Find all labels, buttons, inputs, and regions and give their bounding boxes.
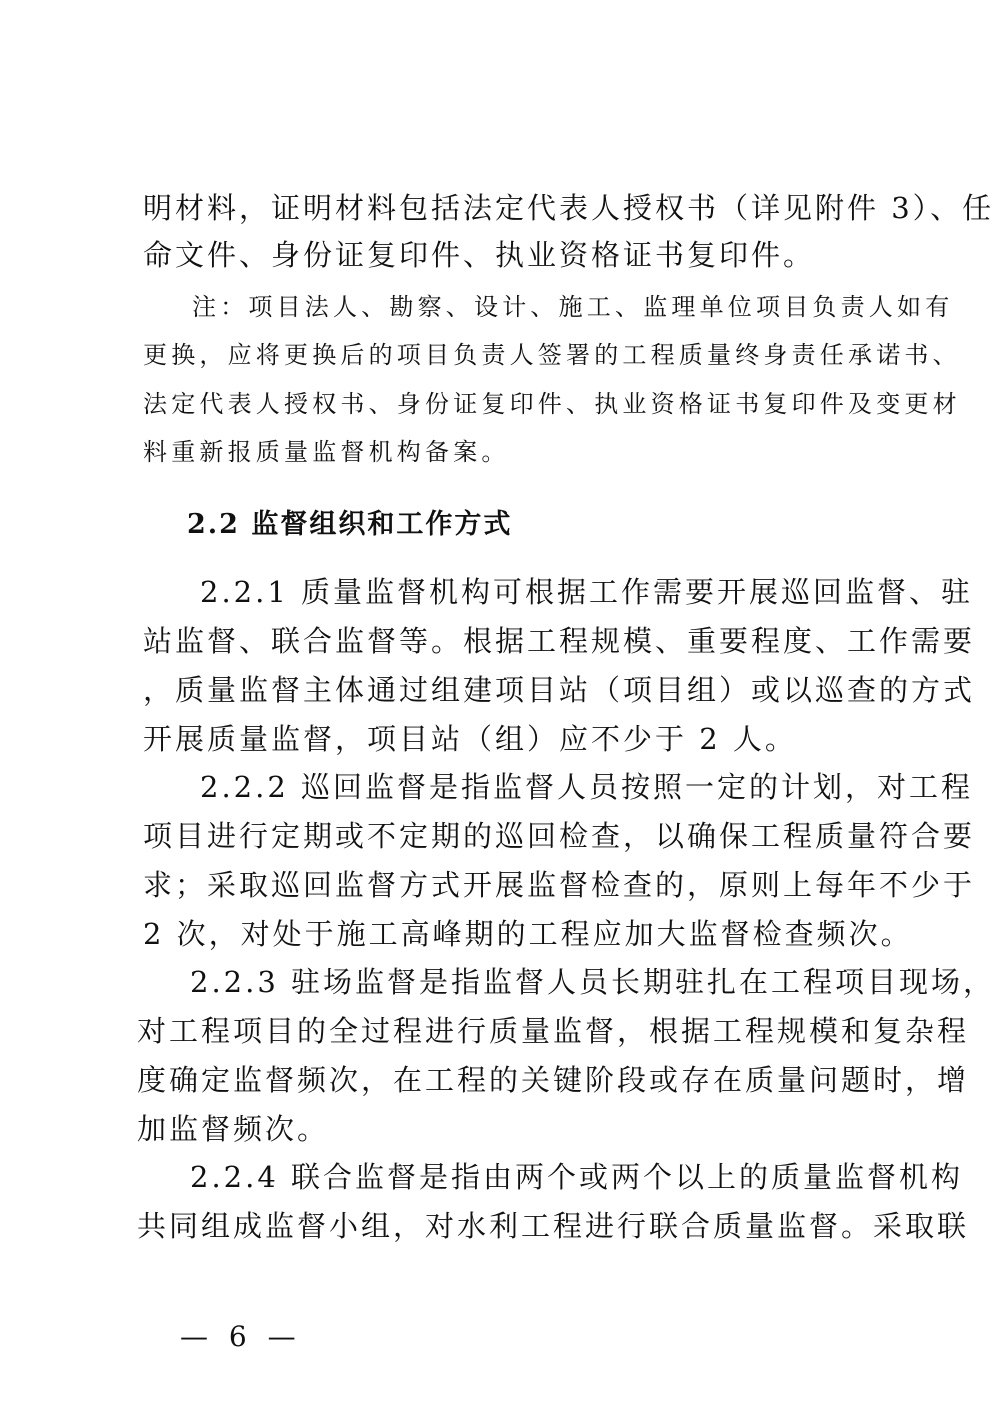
clause-2-2-2-line-4: 2 次，对处于施工高峰期的工程应加大监督检查频次。 — [143, 917, 913, 951]
clause-2-2-4-line-2: 共同组成监督小组，对水利工程进行联合质量监督。采取联 — [137, 1209, 970, 1243]
note-line-1: 注：项目法人、勘察、设计、施工、监理单位项目负责人如有 — [192, 293, 954, 321]
clause-2-2-1-line-3: ，质量监督主体通过组建项目站（项目组）或以巡查的方式 — [143, 673, 976, 707]
clause-2-2-4-line-1: 2.2.4 联合监督是指由两个或两个以上的质量监督机构 — [190, 1160, 964, 1194]
clause-2-2-1-line-4: 开展质量监督，项目站（组）应不少于 2 人。 — [143, 722, 797, 756]
note-line-3: 法定代表人授权书、身份证复印件、执业资格证书复印件及变更材 — [143, 390, 961, 418]
clause-2-2-1-line-2: 站监督、联合监督等。根据工程规模、重要程度、工作需要 — [143, 624, 976, 658]
clause-2-2-3-line-2: 对工程项目的全过程进行质量监督，根据工程规模和复杂程 — [137, 1014, 970, 1048]
clause-2-2-2-line-3: 求；采取巡回监督方式开展监督检查的，原则上每年不少于 — [143, 868, 976, 902]
note-line-2: 更换，应将更换后的项目负责人签署的工程质量终身责任承诺书、 — [143, 341, 961, 369]
clause-2-2-2-line-2: 项目进行定期或不定期的巡回检查，以确保工程质量符合要 — [143, 819, 976, 853]
clause-2-2-2-line-1: 2.2.2 巡回监督是指监督人员按照一定的计划，对工程 — [200, 770, 974, 804]
clause-2-2-3-line-1: 2.2.3 驻场监督是指监督人员长期驻扎在工程项目现场， — [190, 965, 996, 999]
section-heading: 2.2 监督组织和工作方式 — [187, 509, 513, 540]
paragraph-1-line-1: 明材料，证明材料包括法定代表人授权书（详见附件 3）、任 — [143, 191, 995, 225]
clause-2-2-3-line-4: 加监督频次。 — [137, 1112, 330, 1146]
paragraph-1-line-2: 命文件、身份证复印件、执业资格证书复印件。 — [143, 238, 816, 272]
page-number: — 6 — — [180, 1320, 302, 1353]
clause-2-2-3-line-3: 度确定监督频次，在工程的关键阶段或存在质量问题时，增 — [137, 1063, 970, 1097]
clause-2-2-1-line-1: 2.2.1 质量监督机构可根据工作需要开展巡回监督、驻 — [200, 575, 974, 609]
note-line-4: 料重新报质量监督机构备案。 — [143, 438, 510, 466]
